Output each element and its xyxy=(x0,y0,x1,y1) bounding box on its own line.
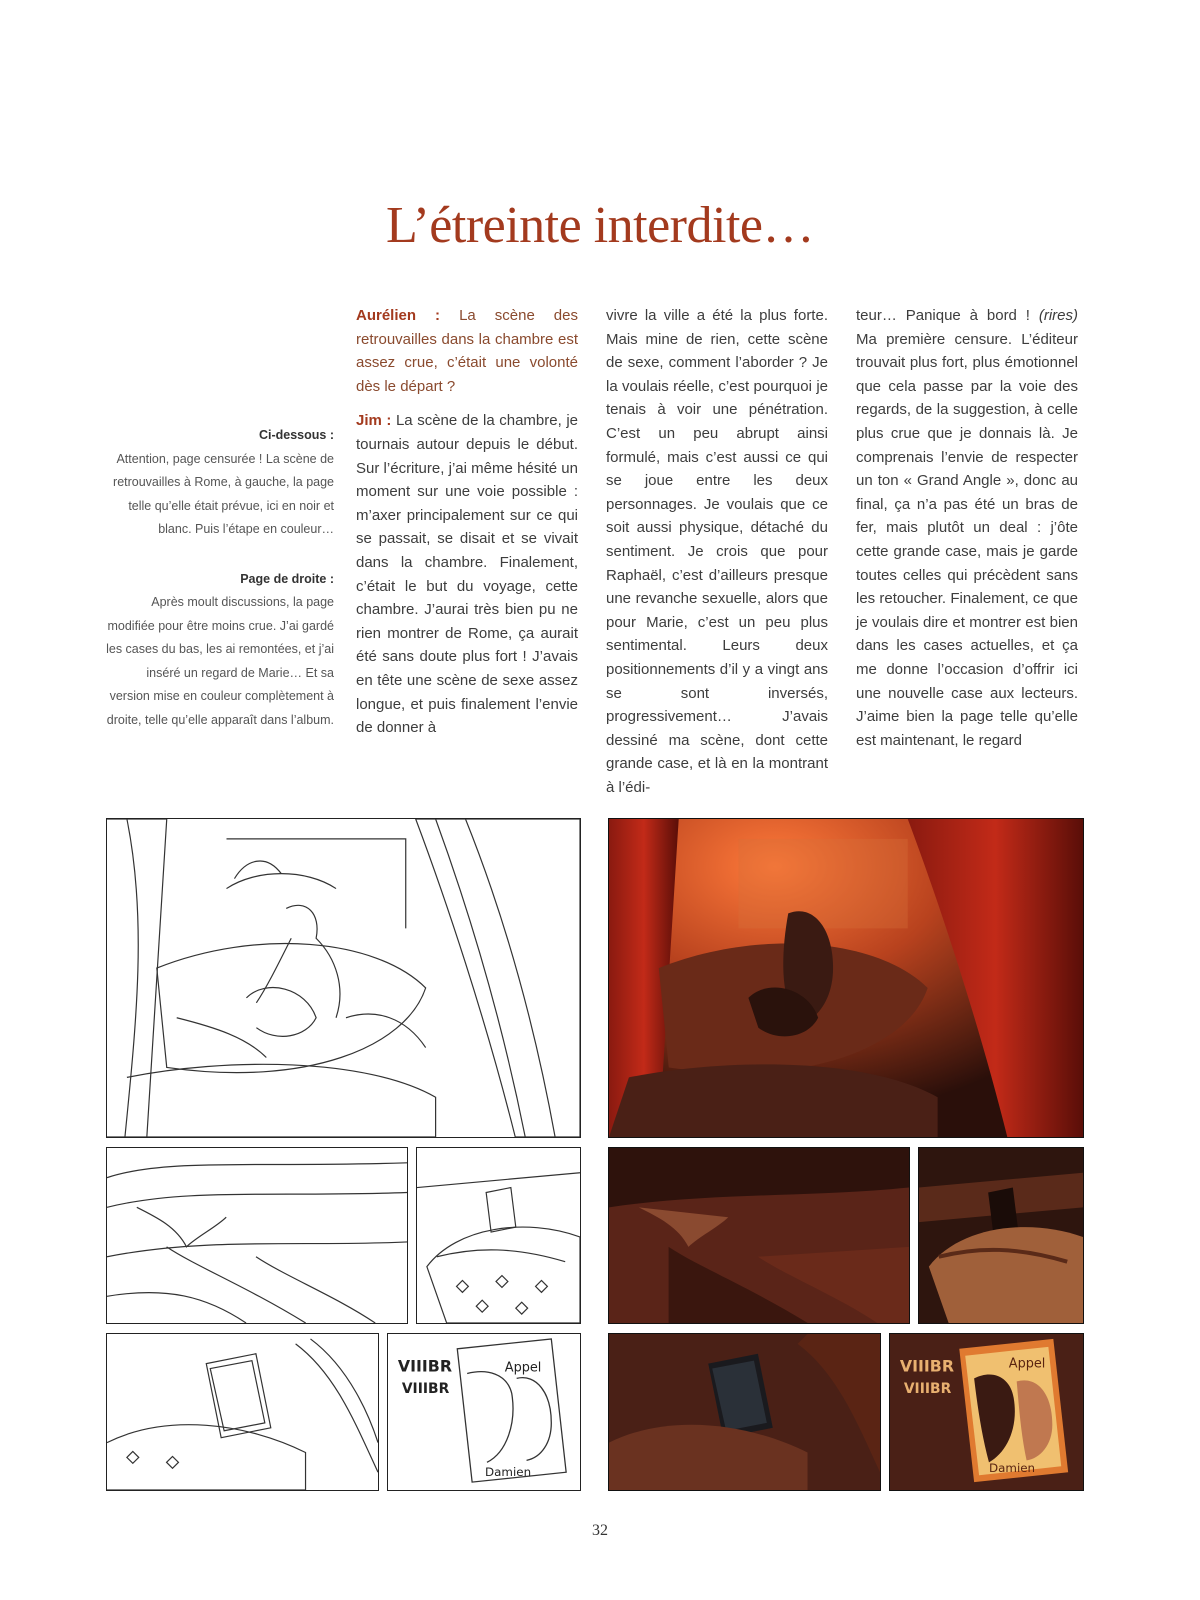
bw-sfx-2: VIIIBR xyxy=(401,1381,450,1398)
bw-panel-phone xyxy=(106,1333,379,1491)
color-panel-hand xyxy=(608,1147,910,1324)
color-sfx-1: VIIIBR xyxy=(899,1356,955,1376)
answer-text-3a: teur… Panique à bord ! xyxy=(856,307,1030,324)
page-number: 32 xyxy=(592,1522,608,1539)
bw-phone-name: Damien xyxy=(484,1465,532,1480)
interview-column-3 xyxy=(856,304,1078,763)
bw-phone-label: Appel xyxy=(504,1360,542,1376)
bw-panel-bedroom xyxy=(106,818,581,1138)
bw-hand-drawing xyxy=(107,1148,407,1323)
answer-text-2: vivre la ville a été la plus forte. Mais mine de rien, cette scène de sexe, comment l’aborder ? Je la voulais réelle, c’est pourquoi je tenais à voir une pénétration. C’est un peu abrupt ainsi formulé, mais c’est aussi ce qui se joue entre les deux personnages. Je voulais que ce soit aussi physique, détaché du sentiment. Je crois que pour Raphaël, c’est d’ailleurs presque une revanche sexuelle, alors que pour Marie, c’est un peu plus sentimental. Leurs deux positionnements d’il y a vingt ans se sont inversés, progressivement… J’avais dessiné ma scène, dont cette grande case, et là en la montrant à l’édi- xyxy=(606,307,828,796)
bw-panel-hand xyxy=(106,1147,408,1324)
caption-right-heading: Page de droite : xyxy=(240,571,334,586)
interview-column-2 xyxy=(606,304,828,810)
color-call-drawing xyxy=(890,1334,1083,1490)
question-paragraph xyxy=(356,304,578,398)
bw-panel-bag xyxy=(416,1147,581,1324)
color-panel-call xyxy=(889,1333,1084,1491)
color-phone-label: Appel xyxy=(1008,1356,1046,1372)
color-bedroom-drawing xyxy=(609,819,1083,1137)
answer-text-3b: Ma première censure. L’éditeur trouvait plus fort, plus émotionnel que cela passe par la voie des regards, de la suggestion, à celle plus crue que je donnais là. Je comprenais l’envie de respecter un ton « Grand Angle », donc au final, ça n’a pas été un bras de fer, mais plutôt un deal : j’ôte cette grande case, mais je garde toutes celles qui précèdent sans les retoucher. Finalement, ce que je voulais dire et montrer est bien dans les cases actuelles, et ça me donne l’occasion d’offrir ici une nouvelle case aux lecteurs. J’aime bien la page telle qu’elle est maintenant, le regard xyxy=(856,330,1078,749)
captions-column xyxy=(104,424,334,758)
color-phone-drawing xyxy=(609,1334,880,1490)
bw-phone-drawing xyxy=(107,1334,378,1490)
color-panel-bag xyxy=(918,1147,1084,1324)
caption-below-heading: Ci-dessous : xyxy=(258,428,334,442)
bw-bedroom-drawing xyxy=(107,819,580,1137)
color-phone-name: Damien xyxy=(988,1461,1036,1476)
page-title: L’étreinte interdite… xyxy=(386,197,814,254)
color-sfx-2: VIIIBR xyxy=(903,1381,952,1398)
bw-sfx-1: VIIIBR xyxy=(397,1356,453,1376)
bw-call-drawing xyxy=(388,1334,580,1490)
answer-paragraph xyxy=(356,409,578,739)
answer-text-1: La scène de la chambre, je tournais autour depuis le début. Sur l’écriture, j’ai même hésité un moment sur une voie possible : m’axer principalement sur ce qui se passait, se disait et se vivait dans la chambre. Finalement, c’était le but du voyage, cette chambre. J’aurai très bien pu ne rien montrer de Rome, ça aurait été sans doute plus fort ! J’avais en tête une scène de sexe assez longue, et puis finalement l’envie de donner à xyxy=(356,412,578,737)
bw-bag-drawing xyxy=(417,1148,580,1323)
answer-paragraph-3 xyxy=(856,304,1078,752)
color-bag-drawing xyxy=(919,1148,1083,1323)
color-panel-phone xyxy=(608,1333,881,1491)
color-hand-drawing xyxy=(609,1148,909,1323)
caption-below xyxy=(104,424,334,542)
question-text: La scène des retrouvailles dans la chambre est assez crue, c’était une volonté dès le départ ? xyxy=(356,307,578,395)
bw-panel-call xyxy=(387,1333,581,1491)
interview-column-1 xyxy=(356,304,578,751)
caption-right-text: Après moult discussions, la page modifiée pour être moins crue. J’ai gardé les cases du bas, les ai remontées, et j’ai inséré un regard de Marie… Et sa version mise en couleur complètement à droite, telle qu’elle apparaît dans l’album. xyxy=(106,595,334,727)
speaker-jim: Jim : xyxy=(356,412,392,430)
caption-below-text: Attention, page censurée ! La scène de retrouvailles à Rome, à gauche, la page telle qu’elle était prévue, ici en noir et blanc. Puis l’étape en couleur… xyxy=(113,451,334,536)
answer-aside: (rires) xyxy=(1038,307,1078,324)
caption-right xyxy=(104,568,334,733)
speaker-aurelien: Aurélien : xyxy=(356,307,441,324)
color-panel-bedroom xyxy=(608,818,1084,1138)
